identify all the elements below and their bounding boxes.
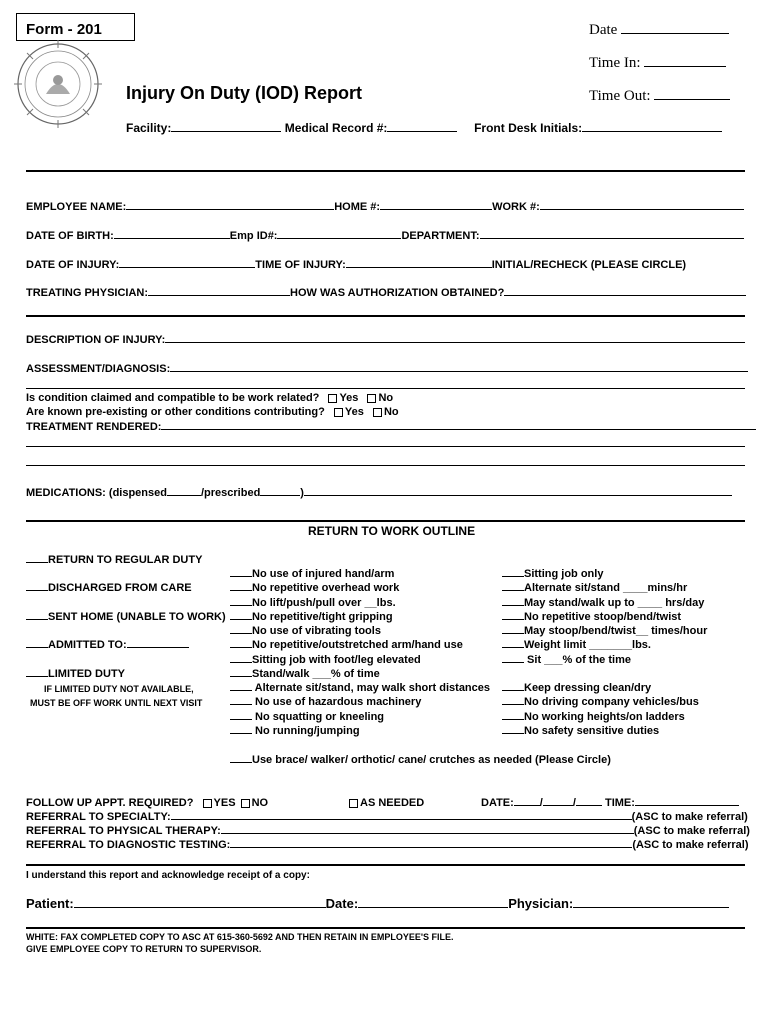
followup-time-input[interactable] <box>635 805 739 806</box>
rtw-restriction-item[interactable]: No use of injured hand/arm <box>230 568 394 580</box>
physical-therapy-input[interactable] <box>221 833 634 834</box>
employee-name-label: EMPLOYEE NAME: <box>26 201 127 213</box>
front-desk-label: Front Desk Initials: <box>474 121 583 135</box>
rtw-restriction-item[interactable]: No squatting or kneeling <box>230 711 384 723</box>
rtw-restriction-item[interactable]: Sitting job with foot/leg elevated <box>230 654 421 666</box>
date-of-injury-label: DATE OF INJURY: <box>26 259 120 271</box>
date-of-injury-input[interactable] <box>119 267 255 268</box>
acknowledgement-text: I understand this report and acknowledge receipt of a copy: <box>26 870 310 881</box>
followup-label: FOLLOW UP APPT. REQUIRED? <box>26 797 194 809</box>
asc-note: (ASC to make referral) <box>632 839 749 851</box>
preexisting-yes-checkbox[interactable] <box>334 408 343 417</box>
work-related-no-checkbox[interactable] <box>367 394 376 403</box>
limited-duty-note: IF LIMITED DUTY NOT AVAILABLE, <box>44 684 194 694</box>
employee-name-input[interactable] <box>126 209 334 210</box>
followup-time-label: TIME: <box>604 797 635 809</box>
rtw-restriction-item[interactable]: No repetitive stoop/bend/twist <box>502 611 681 623</box>
specialty-label: REFERRAL TO SPECIALTY: <box>26 811 171 823</box>
department-input[interactable] <box>480 238 744 239</box>
date-field[interactable]: Date <box>589 22 729 39</box>
description-label: DESCRIPTION OF INJURY: <box>26 334 166 346</box>
rtw-restriction-item[interactable]: Alternate sit/stand, may walk short distances <box>230 682 490 694</box>
divider <box>26 170 745 172</box>
prescribed-input[interactable] <box>260 495 300 496</box>
footer-instruction: GIVE EMPLOYEE COPY TO RETURN TO SUPERVISOR. <box>26 944 262 954</box>
rtw-restriction-item[interactable]: No repetitive overhead work <box>230 582 399 594</box>
work-phone-label: WORK #: <box>492 201 540 213</box>
followup-year-input[interactable] <box>576 805 602 806</box>
blank-line[interactable] <box>26 388 745 389</box>
time-of-injury-input[interactable] <box>346 267 492 268</box>
home-phone-label: HOME #: <box>334 201 381 213</box>
rtw-restriction-item[interactable]: Keep dressing clean/dry <box>502 682 651 694</box>
home-phone-input[interactable] <box>380 209 492 210</box>
preexisting-question: Are known pre-existing or other conditions contributing? <box>26 406 325 418</box>
medical-record-input[interactable] <box>387 131 457 132</box>
followup-no-checkbox[interactable] <box>241 799 250 808</box>
rtw-restriction-item[interactable]: Sit ___% of the time <box>502 654 631 666</box>
rtw-restriction-item[interactable]: May stoop/bend/twist__ times/hour <box>502 625 707 637</box>
emp-id-label: Emp ID#: <box>229 230 278 242</box>
work-phone-input[interactable] <box>540 209 744 210</box>
brace-option[interactable]: Use brace/ walker/ orthotic/ cane/ crutches as needed (Please Circle) <box>230 754 611 766</box>
facility-label: Facility: <box>126 121 172 135</box>
rtw-restriction-item[interactable]: No lift/push/pull over __lbs. <box>230 597 396 609</box>
initial-recheck-option[interactable]: INITIAL/RECHECK (PLEASE CIRCLE) <box>491 259 687 271</box>
description-input[interactable] <box>165 342 745 343</box>
admitted-to-input[interactable] <box>127 647 189 648</box>
rtw-restriction-item[interactable]: No safety sensitive duties <box>502 725 659 737</box>
limited-duty-note: MUST BE OFF WORK UNTIL NEXT VISIT <box>30 698 203 708</box>
rtw-left-item[interactable]: RETURN TO REGULAR DUTY <box>26 554 202 566</box>
followup-day-input[interactable] <box>543 805 573 806</box>
emp-id-input[interactable] <box>277 238 401 239</box>
rtw-left-item[interactable]: DISCHARGED FROM CARE <box>26 582 192 594</box>
diagnostic-input[interactable] <box>230 847 632 848</box>
blank-line[interactable] <box>26 465 745 466</box>
rtw-restriction-item[interactable]: No working heights/on ladders <box>502 711 685 723</box>
followup-date-label: DATE: <box>481 797 514 809</box>
authorization-label: HOW WAS AUTHORIZATION OBTAINED? <box>290 287 505 299</box>
work-related-question: Is condition claimed and compatible to be work related? <box>26 392 320 404</box>
followup-yes-checkbox[interactable] <box>203 799 212 808</box>
assessment-label: ASSESSMENT/DIAGNOSIS: <box>26 363 171 375</box>
rtw-restriction-item[interactable]: May stand/walk up to ____ hrs/day <box>502 597 704 609</box>
divider <box>26 927 745 929</box>
work-related-yes-checkbox[interactable] <box>328 394 337 403</box>
treatment-input[interactable] <box>161 429 756 430</box>
form-number: Form - 201 <box>26 21 102 38</box>
facility-input[interactable] <box>171 131 281 132</box>
medical-record-label: Medical Record #: <box>284 121 388 135</box>
divider <box>26 864 745 866</box>
rtw-restriction-item[interactable]: No driving company vehicles/bus <box>502 696 699 708</box>
time-of-injury-label: TIME OF INJURY: <box>255 259 346 271</box>
rtw-left-item[interactable]: LIMITED DUTY <box>26 668 125 680</box>
department-label: DEPARTMENT: <box>401 230 480 242</box>
physical-therapy-label: REFERRAL TO PHYSICAL THERAPY: <box>26 825 221 837</box>
ack-date-input[interactable] <box>358 907 508 908</box>
specialty-input[interactable] <box>171 819 632 820</box>
rtw-restriction-item[interactable]: No repetitive/outstretched arm/hand use <box>230 639 463 651</box>
asc-note: (ASC to make referral) <box>633 825 750 837</box>
diagnostic-label: REFERRAL TO DIAGNOSTIC TESTING: <box>26 839 231 851</box>
rtw-restriction-item[interactable]: No running/jumping <box>230 725 360 737</box>
medications-input[interactable] <box>304 495 732 496</box>
footer-instruction: WHITE: FAX COMPLETED COPY TO ASC AT 615-360-5692 AND THEN RETAIN IN EMPLOYEE'S FILE. <box>26 932 454 942</box>
rtw-left-item[interactable]: SENT HOME (UNABLE TO WORK) <box>26 611 226 623</box>
rtw-restriction-item[interactable]: Weight limit _______lbs. <box>502 639 651 651</box>
preexisting-no-checkbox[interactable] <box>373 408 382 417</box>
rtw-left-item[interactable]: ADMITTED TO: <box>26 639 189 651</box>
rtw-restriction-item[interactable]: No repetitive/tight gripping <box>230 611 393 623</box>
treatment-label: TREATMENT RENDERED: <box>26 421 162 433</box>
assessment-input[interactable] <box>170 371 748 372</box>
dob-label: DATE OF BIRTH: <box>26 230 114 242</box>
patient-signature-input[interactable] <box>74 907 326 908</box>
rtw-restriction-item[interactable]: Stand/walk ___% of time <box>230 668 380 680</box>
divider <box>26 520 745 522</box>
time-in-field[interactable]: Time In: <box>589 55 726 72</box>
authorization-input[interactable] <box>504 295 746 296</box>
front-desk-input[interactable] <box>582 131 722 132</box>
blank-line[interactable] <box>26 446 745 447</box>
followup-month-input[interactable] <box>514 805 540 806</box>
rtw-restriction-item[interactable]: No use of hazardous machinery <box>230 696 421 708</box>
physician-input[interactable] <box>148 295 290 296</box>
ack-date-label: Date: <box>325 896 359 911</box>
dispensed-input[interactable] <box>167 495 201 496</box>
rtw-restriction-item[interactable]: No use of vibrating tools <box>230 625 381 637</box>
as-needed-checkbox[interactable] <box>349 799 358 808</box>
dob-input[interactable] <box>114 238 230 239</box>
rtw-restriction-item[interactable]: Sitting job only <box>502 568 603 580</box>
rtw-heading: RETURN TO WORK OUTLINE <box>308 524 476 538</box>
divider <box>26 315 745 317</box>
time-out-field[interactable]: Time Out: <box>589 88 730 105</box>
medications-label: MEDICATIONS: (dispensed <box>26 487 167 499</box>
rtw-restriction-item[interactable]: Alternate sit/stand ____mins/hr <box>502 582 687 594</box>
as-needed-label: AS NEEDED <box>360 797 425 809</box>
physician-signature-label: Physician: <box>508 896 574 911</box>
physician-label: TREATING PHYSICIAN: <box>26 287 149 299</box>
physician-signature-input[interactable] <box>573 907 729 908</box>
patient-signature-label: Patient: <box>26 896 74 911</box>
seal-emblem <box>12 38 104 130</box>
asc-note: (ASC to make referral) <box>631 811 748 823</box>
form-number-box <box>16 13 135 41</box>
page-title: Injury On Duty (IOD) Report <box>126 83 362 103</box>
